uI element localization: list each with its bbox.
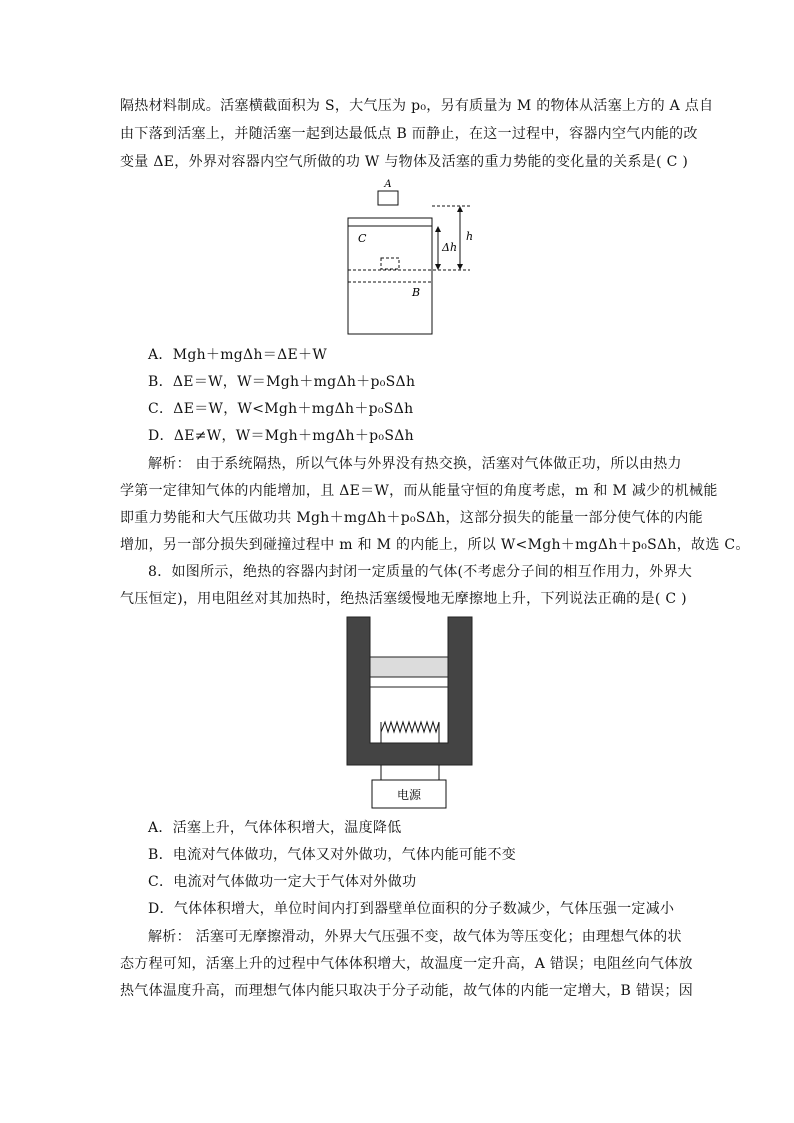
label-h: h — [466, 230, 474, 243]
object-a — [378, 191, 398, 205]
q7-stem-line-2: 由下落到活塞上，并随活塞一起到达最低点 B 而静止，在这一过程中，容器内空气内能的改 — [120, 126, 698, 142]
label-a: A — [384, 179, 392, 190]
q8-option-d: D．气体体积增大，单位时间内打到器壁单位面积的分子数减少，气体压强一定减小 — [148, 901, 675, 917]
q7-option-c: C．ΔE＝W，W<Mgh＋mgΔh＋p₀SΔh — [148, 401, 414, 417]
h-arrow-head-down — [457, 264, 463, 270]
dashed-object — [381, 258, 399, 269]
q8-analysis-line-1: 解析： 活塞可无摩擦滑动，外界大气压强不变，故气体为等压变化；由理想气体的状 — [148, 929, 682, 945]
q7-option-a: A．Mgh＋mgΔh＝ΔE＋W — [148, 347, 328, 363]
label-dh: Δh — [442, 241, 458, 254]
resistance-wire — [381, 722, 439, 732]
q7-analysis-line-1: 解析： 由于系统隔热，所以气体与外界没有热交换，活塞对气体做正功，所以由热力 — [148, 456, 682, 472]
q8-option-a: A．活塞上升，气体体积增大，温度降低 — [148, 820, 402, 836]
q7-option-b: B．ΔE＝W，W＝Mgh＋mgΔh＋p₀SΔh — [148, 374, 416, 390]
q8-stem-line-2: 气压恒定)，用电阻丝对其加热时，绝热活塞缓慢地无摩擦地上升，下列说法正确的是( C ) — [120, 591, 687, 607]
power-supply-label: 电源 — [396, 788, 422, 802]
q7-analysis-line-3: 即重力势能和大气压做功共 Mgh＋mgΔh＋p₀SΔh，这部分损失的能量一部分使气体的内能 — [120, 510, 703, 526]
q7-piston-diagram — [330, 178, 490, 338]
q7-analysis-line-2: 学第一定律知气体的内能增加，且 ΔE＝W，而从能量守恒的角度考虑，m 和 M 减少的机械能 — [120, 483, 718, 499]
q7-stem-line-3: 变量 ΔE，外界对容器内空气所做的功 W 与物体及活塞的重力势能的变化量的关系是( C ) — [120, 154, 689, 170]
dh-arrow-head-down — [435, 264, 441, 270]
insulated-container — [347, 617, 472, 765]
q7-option-d: D．ΔE≠W，W＝Mgh＋mgΔh＋p₀SΔh — [148, 428, 414, 444]
h-arrow-head-up — [457, 206, 463, 212]
q8-option-b: B．电流对气体做功，气体又对外做功，气体内能可能不变 — [148, 847, 517, 863]
q8-analysis-line-3: 热气体温度升高，而理想气体内能只取决于分子动能，故气体的内能一定增大，B 错误；因 — [120, 983, 694, 999]
q8-heater-diagram — [345, 615, 475, 810]
q7-analysis-line-4: 增加，另一部分损失到碰撞过程中 m 和 M 的内能上，所以 W<Mgh＋mgΔh＋p₀SΔh，故选 C。 — [120, 537, 750, 553]
label-c: C — [358, 232, 367, 245]
q7-stem-line-1: 隔热材料制成。活塞横截面积为 S，大气压为 p₀，另有质量为 M 的物体从活塞上方的 A 点自 — [120, 98, 714, 114]
piston — [370, 657, 448, 677]
q8-analysis-line-2: 态方程可知，活塞上升的过程中气体体积增大，故温度一定升高，A 错误；电阻丝向气体放 — [120, 956, 693, 972]
q8-stem-line-1: 8．如图所示，绝热的容器内封闭一定质量的气体(不考虑分子间的相互作用力，外界大 — [148, 564, 693, 580]
q8-option-c: C．电流对气体做功一定大于气体对外做功 — [148, 874, 417, 890]
label-b: B — [412, 286, 421, 299]
dh-arrow-head-up — [435, 226, 441, 232]
